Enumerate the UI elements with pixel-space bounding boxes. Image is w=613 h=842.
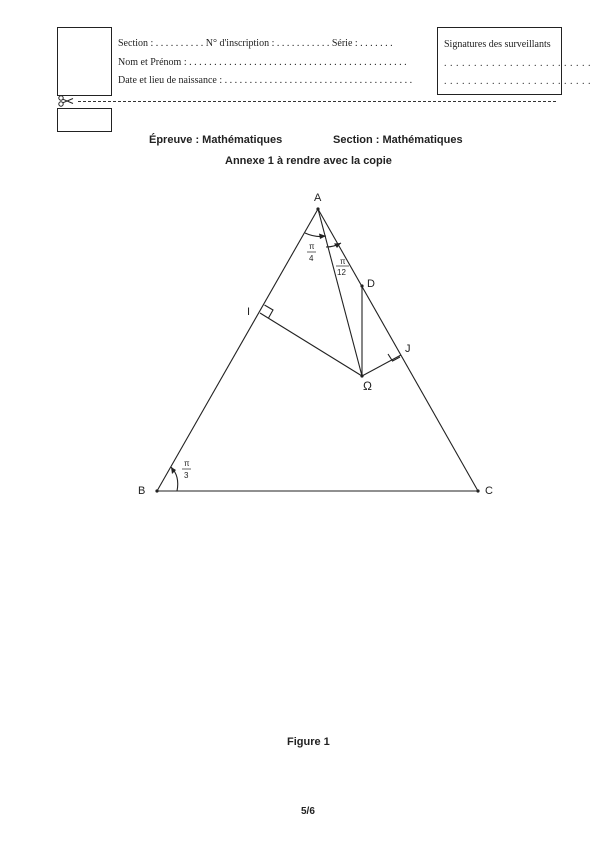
segment-ab — [157, 209, 318, 491]
angle-d-den: 12 — [337, 268, 346, 277]
angle-a-den: 4 — [309, 254, 314, 263]
signature-dots-2: . . . . . . . . . . . . . . . . . . . . . . . . . — [444, 76, 591, 87]
epreuve-title: Épreuve : Mathématiques — [149, 134, 283, 146]
page-number: 5/6 — [301, 806, 315, 817]
name-line: Nom et Prénom : . . . . . . . . . . . . . . . . . . . . . . . . . . . . . . . . . . . . . . . . . . . . — [118, 57, 407, 68]
section-title: Section : Mathématiques — [333, 134, 463, 146]
angle-a-num: π — [309, 242, 315, 251]
right-angle-j — [388, 354, 400, 361]
segment-a-omega — [318, 209, 362, 376]
angle-d-num: π — [340, 257, 346, 266]
segment-ac — [318, 209, 478, 491]
segment-i-omega — [260, 313, 362, 376]
birth-line: Date et lieu de naissance : . . . . . . . . . . . . . . . . . . . . . . . . . . . . . . . . . . . . . . — [118, 75, 413, 86]
annexe-title: Annexe 1 à rendre avec la copie — [225, 155, 392, 167]
label-omega: Ω — [363, 379, 372, 393]
angle-b-den: 3 — [184, 471, 189, 480]
label-d: D — [367, 278, 375, 290]
angle-b-num: π — [184, 459, 190, 468]
signatures-title: Signatures des surveillants — [444, 39, 551, 50]
label-i: I — [247, 306, 251, 318]
label-c: C — [485, 485, 493, 497]
section-line: Section : . . . . . . . . . . N° d'inscription : . . . . . . . . . . . Série : . . . . . . . — [118, 38, 393, 49]
label-b: B — [138, 485, 146, 497]
label-j: J — [405, 343, 411, 355]
segment-j-omega — [362, 355, 401, 376]
signature-dots-1: . . . . . . . . . . . . . . . . . . . . . . . . . — [444, 58, 591, 69]
figure-caption: Figure 1 — [287, 736, 330, 748]
label-a: A — [314, 192, 322, 204]
